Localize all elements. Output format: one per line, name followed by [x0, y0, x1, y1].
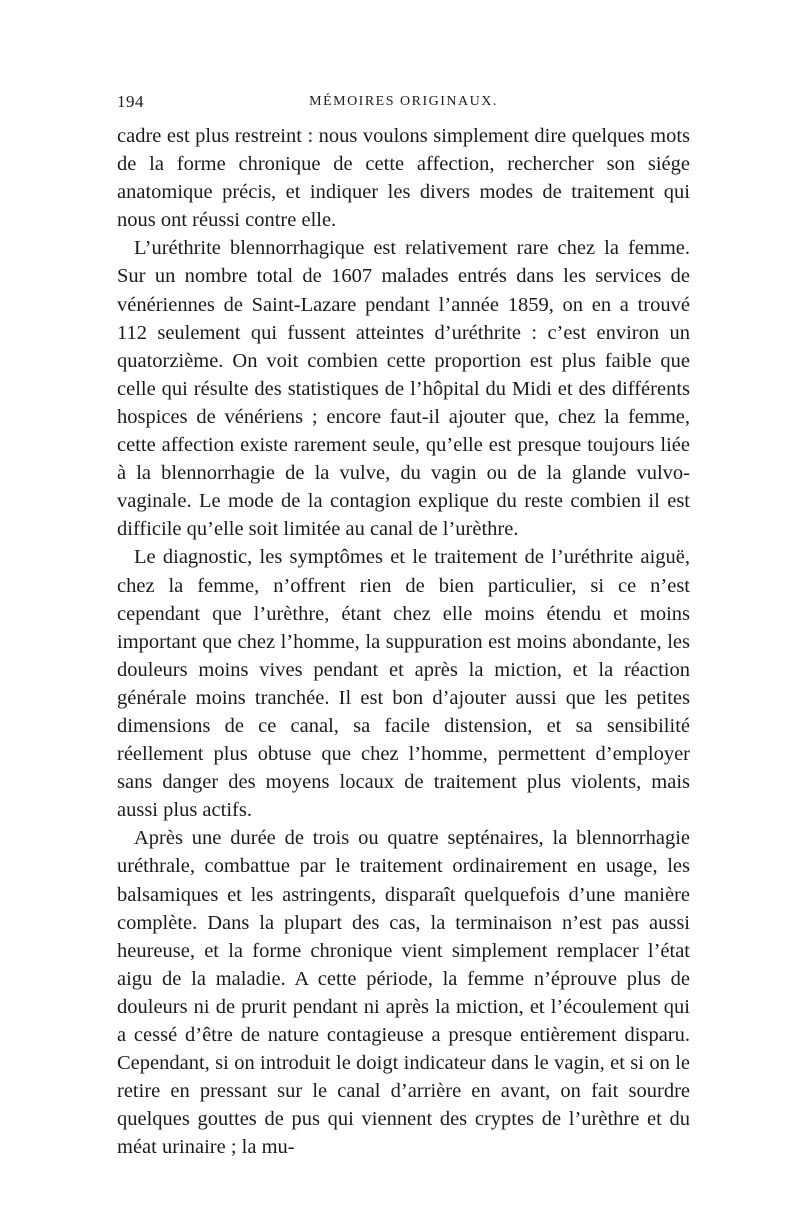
- paragraph-chronic-form: Après une durée de trois ou quatre septénaires, la blennorrhagie uréthrale, combattue par le traitement ordinairement en usage, les balsamiques et les astringents, disparaît quelquefois d’une manière complète. Dans la plupart des cas, la terminaison n’est pas aussi heureuse, et la forme chronique vient simplement remplacer l’état aigu de la maladie. A cette période, la femme n’éprouve plus de douleurs ni de prurit pendant ni après la miction, et l’écoulement qui a cessé d’être de nature contagieuse a presque entièrement disparu. Cependant, si on introduit le doigt indicateur dans le vagin, et si on le retire en pressant sur le canal d’arrière en avant, on fait sourdre quelques gouttes de pus qui viennent des cryptes de l’urèthre et du méat urinaire ; la mu-: [117, 827, 690, 1159]
- paragraph-urethrite-frequency: L’uréthrite blennorrhagique est relativement rare chez la femme. Sur un nombre total de 1607 malades entrés dans les services de vénériennes de Saint-Lazare pendant l’année 1859, on en a trouvé 112 seulement qui fussent atteintes d’uréthrite : c’est environ un quatorzième. On voit combien cette proportion est plus faible que celle qui résulte des statistiques de l’hôpital du Midi et des différents hospices de vénériens ; encore faut-il ajouter que, chez la femme, cette affection existe rarement seule, qu’elle est presque toujours liée à la blennorrhagie de la vulve, du vagin ou de la glande vulvo-vaginale. Le mode de la contagion explique du reste combien il est difficile qu’elle soit limitée au canal de l’urèthre.: [117, 237, 690, 541]
- paragraph-continuation: cadre est plus restreint : nous voulons simplement dire quelques mots de la forme chronique de cette affection, rechercher son siége anatomique précis, et indiquer les divers modes de traitement qui nous ont réussi contre elle.: [117, 125, 690, 232]
- paragraph-diagnostic: Le diagnostic, les symptômes et le traitement de l’uréthrite aiguë, chez la femme, n’offrent rien de bien particulier, si ce n’est cependant que l’urèthre, étant chez elle moins étendu et moins important que chez l’homme, la suppuration est moins abondante, les douleurs moins vives pendant et après la miction, et la réaction générale moins tranchée. Il est bon d’ajouter aussi que les petites dimensions de ce canal, sa facile distension, et sa sensibilité réellement plus obtuse que chez l’homme, permettent d’employer sans danger des moyens locaux de traitement plus violents, mais aussi plus actifs.: [117, 546, 690, 822]
- running-head: [117, 92, 690, 122]
- body-text: [117, 122, 690, 1161]
- page-number: 194: [117, 92, 144, 111]
- running-title: MÉMOIRES ORIGINAUX.: [309, 94, 498, 109]
- book-page: [117, 92, 690, 1161]
